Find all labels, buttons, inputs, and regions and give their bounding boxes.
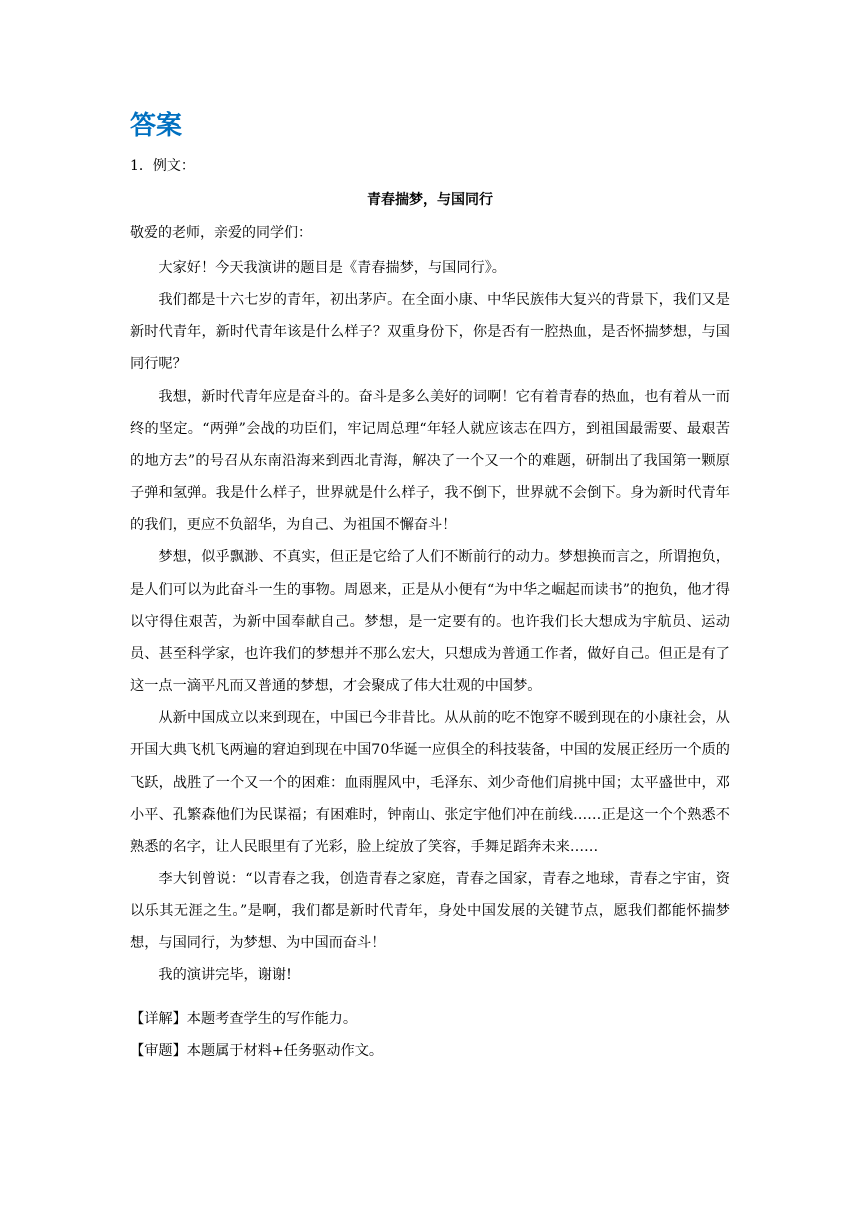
essay-paragraph: 李大钊曾说：“以青春之我，创造青春之家庭，青春之国家，青春之地球，青春之宇宙，资以乐其无涯之生。”是啊，我们都是新时代青年，身处中国发展的关键节点，愿我们都能怀揣梦想，与国同行，为梦想、为中国而奋斗！ <box>130 870 730 952</box>
essay-body <box>130 252 730 992</box>
analysis-detail: 【详解】本题考查学生的写作能力。 <box>130 1011 358 1027</box>
essay-paragraph: 我想，新时代青年应是奋斗的。奋斗是多么美好的词啊！它有着青春的热血，也有着从一而终的坚定。“两弹”会战的功臣们，牢记周总理“年轻人就应该志在四方，到祖国最需要、最艰苦的地方去”的号召从东南沿海来到西北青海，解决了一个又一个的难题，研制出了我国第一颗原子弹和氢弹。我是什么样子，世界就是什么样子，我不倒下，世界就不会倒下。身为新时代青年的我们，更应不负韶华，为自己、为祖国不懈奋斗！ <box>130 388 730 534</box>
essay-salutation: 敬爱的老师，亲爱的同学们： <box>130 225 312 241</box>
essay-paragraph: 梦想，似乎飘渺、不真实，但正是它给了人们不断前行的动力。梦想换而言之，所谓抱负，是人们可以为此奋斗一生的事物。周恩来，正是从小便有“为中华之崛起而读书”的抱负，他才得以守得住艰苦，为新中国奉献自己。梦想，是一定要有的。也许我们长大想成为宇航员、运动员、甚至科学家，也许我们的梦想并不那么宏大，只想成为普通工作者，做好自己。但正是有了这一点一滴平凡而又普通的梦想，才会聚成了伟大壮观的中国梦。 <box>130 549 730 695</box>
answer-heading: 答案 <box>130 111 183 141</box>
analysis-review: 【审题】本题属于材料+任务驱动作文。 <box>130 1043 384 1059</box>
essay-title: 青春揣梦，与国同行 <box>367 192 493 208</box>
essay-paragraph: 从新中国成立以来到现在，中国已今非昔比。从从前的吃不饱穿不暖到现在的小康社会，从开国大典飞机飞两遍的窘迫到现在中国70华诞一应俱全的科技装备，中国的发展正经历一个质的飞跃，战胜了一个又一个的困难：血雨腥风中，毛泽东、刘少奇他们肩挑中国；太平盛世中，邓小平、孔繁森他们为民谋福；有困难时，钟南山、张定宇他们冲在前线……正是这一个个熟悉不熟悉的名字，让人民眼里有了光彩，脸上绽放了笑容，手舞足蹈奔未来…… <box>130 710 730 855</box>
essay-paragraph: 大家好！今天我演讲的题目是《青春揣梦，与国同行》。 <box>158 260 506 276</box>
essay-paragraph: 我的演讲完毕，谢谢! <box>158 967 292 984</box>
question-label: 1．例文： <box>130 158 195 174</box>
essay-paragraph: 我们都是十六七岁的青年，初出茅庐。在全面小康、中华民族伟大复兴的背景下，我们又是新时代青年，新时代青年该是什么样子？双重身份下，你是否有一腔热血，是否怀揣梦想，与国同行呢？ <box>130 292 730 373</box>
